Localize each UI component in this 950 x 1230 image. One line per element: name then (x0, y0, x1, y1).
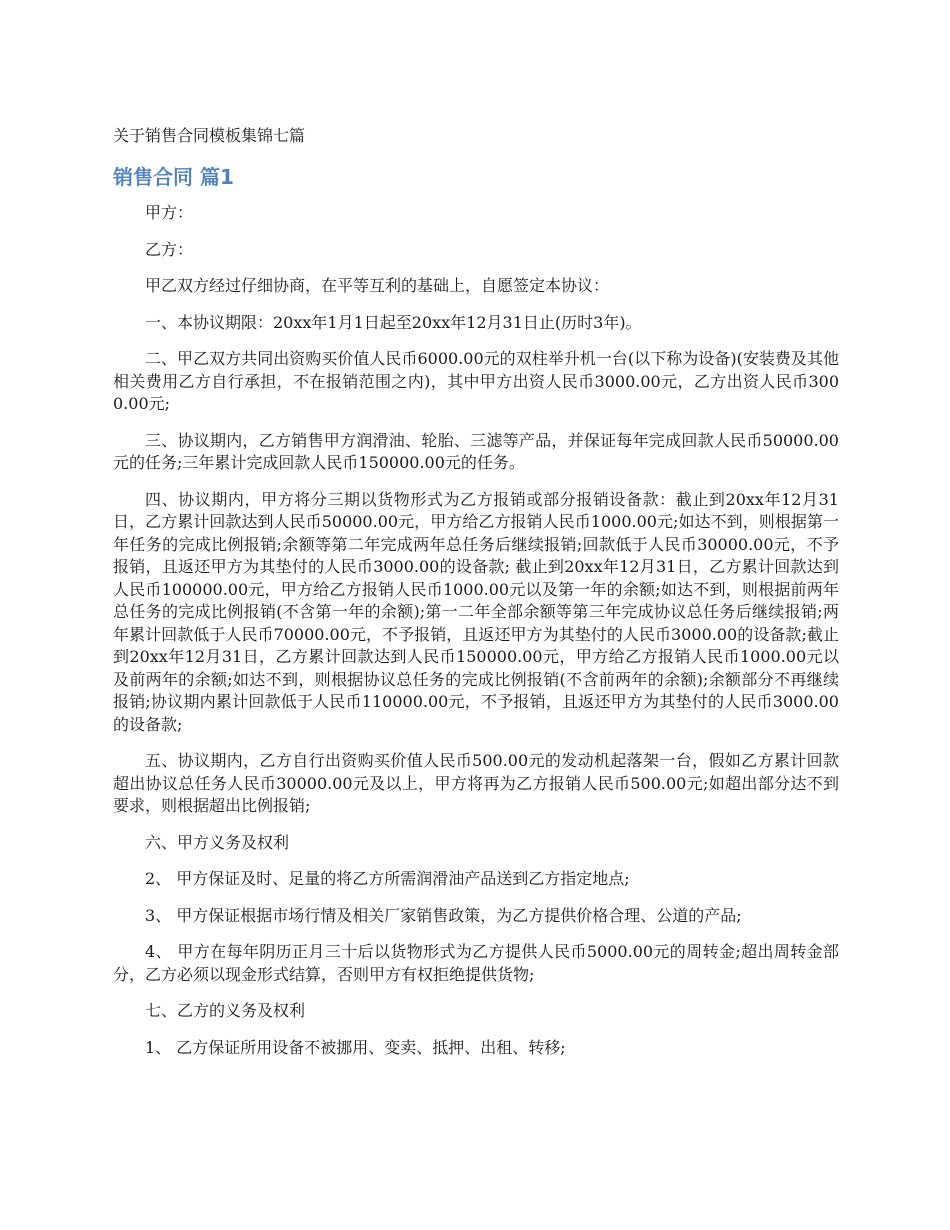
document-title: 关于销售合同模板集锦七篇 (113, 126, 306, 145)
paragraph-clause-5: 五、协议期内，乙方自行出资购买价值人民币500.00元的发动机起落架一台，假如乙方累计回款超出协议总任务人民币30000.00元及以上，甲方将再为乙方报销人民币500.00元;如超出部分达不到要求，则根据超出比例报销; (113, 751, 839, 815)
paragraph-clause-6-item-3: 3、 甲方保证根据市场行情及相关厂家销售政策，为乙方提供价格合理、公道的产品; (145, 905, 742, 925)
paragraph-clause-2: 二、甲乙双方共同出资购买价值人民币6000.00元的双柱举升机一台(以下称为设备)(安装费及其他相关费用乙方自行承担，不在报销范围之内)，其中甲方出资人民币3000.00元，乙方出资人民币3000.00元; (113, 349, 839, 413)
paragraph-clause-7-heading: 七、乙方的义务及权利 (145, 1001, 306, 1020)
paragraph-clause-3: 三、协议期内，乙方销售甲方润滑油、轮胎、三滤等产品，并保证每年完成回款人民币50000.00元的任务;三年累计完成回款人民币150000.00元的任务。 (113, 430, 839, 472)
paragraph-clause-4: 四、协议期内，甲方将分三期以货物形式为乙方报销或部分报销设备款：截止到20xx年12月31日，乙方累计回款达到人民币50000.00元，甲方给乙方报销人民币1000.00元;如达不到，则根据第一年任务的完成比例报销;余额等第二年完成两年总任务后继续报销;回款低于人民币30000.00元，不予报销，且返还甲方为其垫付的人民币3000.00的设备款; 截止到20xx年12月31日，乙方累计回款达到人民币100000.00元，甲方给乙方报销人民币1000.00元以及第一年的余额;如达不到，则根据前两年总任务的完成比例报销(不含第一年的余额);第一二年全部余额等第三年完成协议总任务后继续报销;两年累计回款低于人民币70000.00元，不予报销，且返还甲方为其垫付的人民币3000.00的设备款;截止到20xx年12月31日，乙方累计回款达到人民币150000.00元，甲方给乙方报销人民币1000.00元以及前两年的余额;如达不到，则根据协议总任务的完成比例报销(不含前两年的余额);余额部分不再继续报销;协议期内累计回款低于人民币110000.00元，不予报销，且返还甲方为其垫付的人民币3000.00的设备款; (113, 489, 839, 734)
paragraph-clause-7-item-1: 1、 乙方保证所用设备不被挪用、变卖、抵押、出租、转移; (145, 1037, 566, 1057)
paragraph-clause-6-item-4: 4、 甲方在每年阴历正月三十后以货物形式为乙方提供人民币5000.00元的周转金;超出周转金部分，乙方必须以现金形式结算，否则甲方有权拒绝提供货物; (113, 942, 839, 984)
paragraph-preamble: 甲乙双方经过仔细协商，在平等互利的基础上，自愿签定本协议： (145, 276, 610, 295)
paragraph-party-a: 甲方： (145, 203, 194, 222)
paragraph-party-b: 乙方： (145, 239, 194, 259)
section-heading: 销售合同 篇1 (113, 165, 234, 189)
paragraph-clause-6-heading: 六、甲方义务及权利 (145, 832, 290, 852)
paragraph-clause-6-item-2: 2、 甲方保证及时、足量的将乙方所需润滑油产品送到乙方指定地点; (145, 869, 630, 888)
paragraph-clause-1: 一、本协议期限：20xx年1月1日起至20xx年12月31日止(历时3年)。 (145, 312, 642, 332)
document-body (113, 202, 839, 1073)
